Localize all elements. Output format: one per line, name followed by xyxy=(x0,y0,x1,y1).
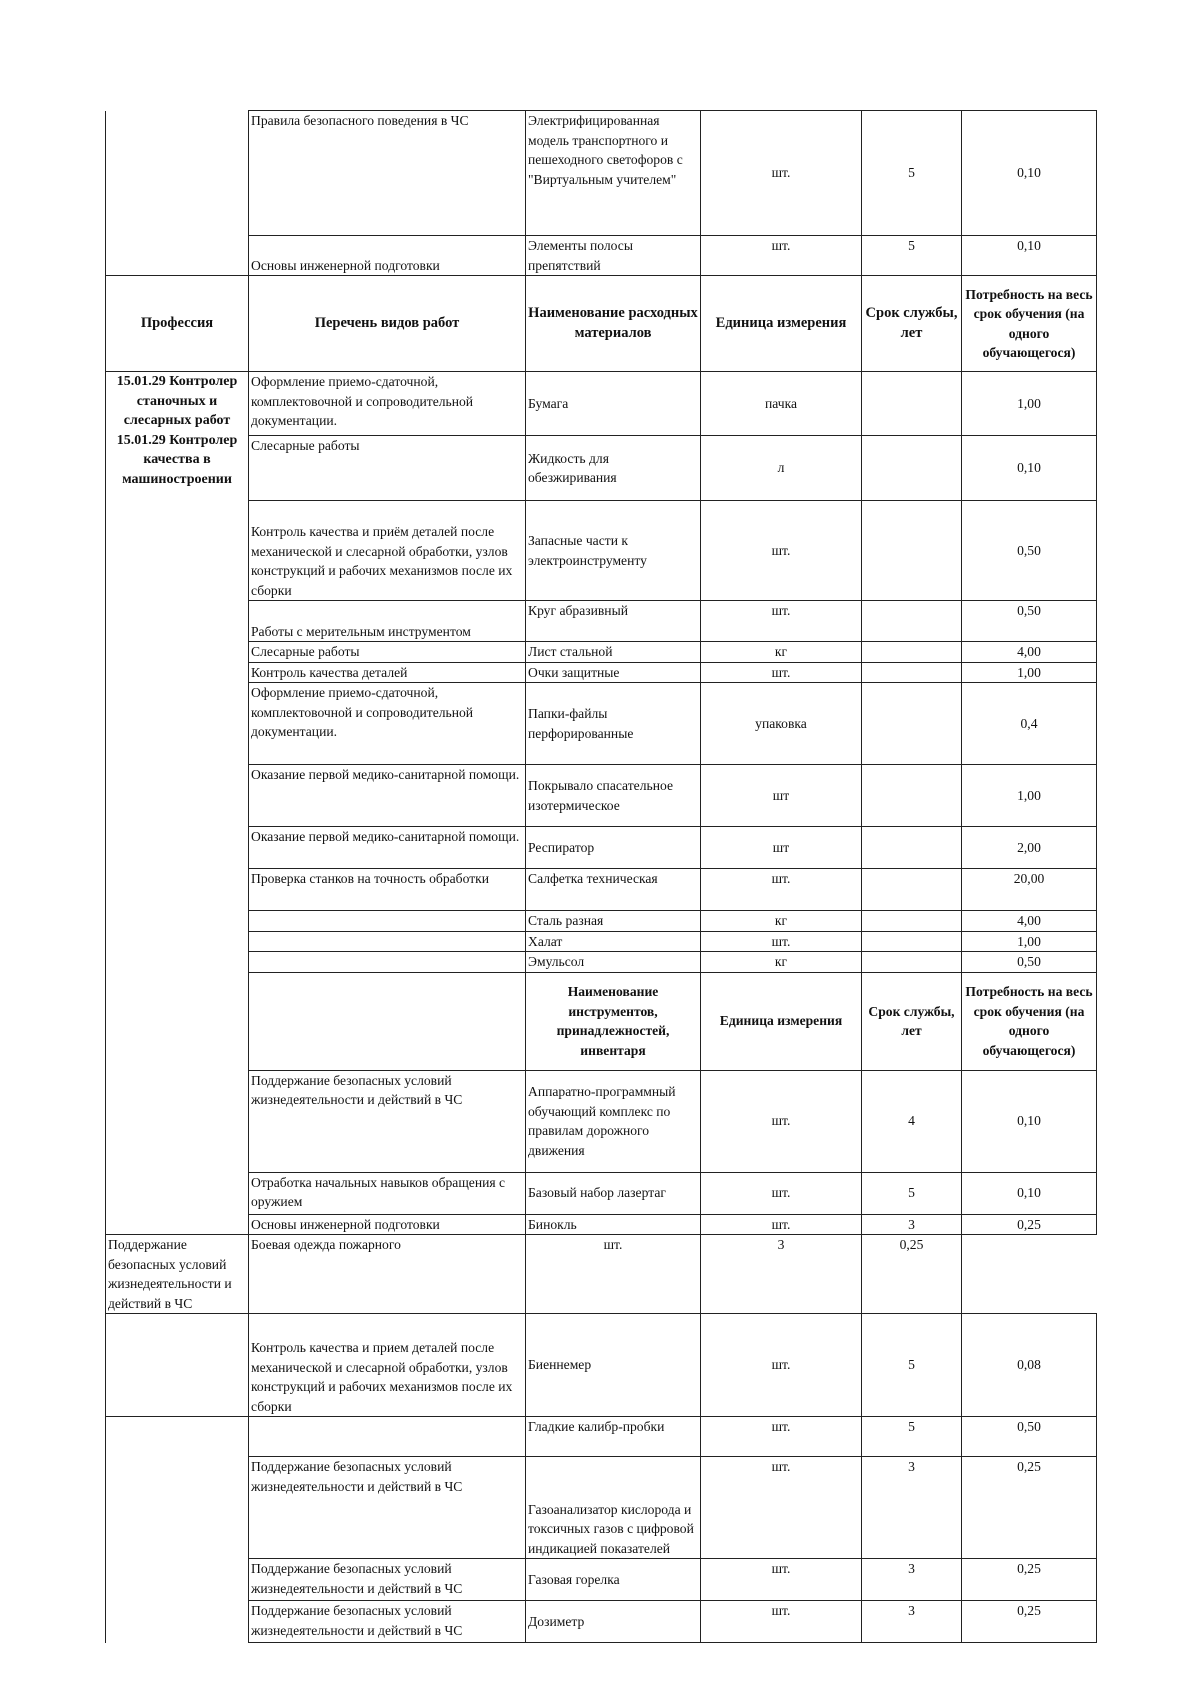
unit-cell: шт. xyxy=(701,1417,862,1457)
table-row xyxy=(106,931,1097,952)
need-cell: 0,25 xyxy=(862,1235,962,1314)
work-cell: Поддержание безопасных условий жизнедеятельности и действий в ЧС xyxy=(249,1070,526,1172)
table-row xyxy=(106,1214,1097,1235)
profession-cell-empty xyxy=(106,111,249,276)
term-cell xyxy=(862,765,962,827)
profession-cell-empty xyxy=(106,1314,249,1417)
work-cell: Оказание первой медико-санитарной помощи. xyxy=(249,765,526,827)
unit-cell: шт. xyxy=(701,1601,862,1643)
term-cell xyxy=(862,911,962,932)
name-cell: Халат xyxy=(526,931,701,952)
name-cell: Салфетка техническая xyxy=(526,869,701,911)
name-cell: Биеннемер xyxy=(526,1314,701,1417)
work-cell: Основы инженерной подготовки xyxy=(249,236,526,276)
need-cell: 0,25 xyxy=(962,1457,1097,1559)
need-cell: 4,00 xyxy=(962,911,1097,932)
need-cell: 0,10 xyxy=(962,436,1097,501)
header-works: Перечень видов работ xyxy=(249,276,526,372)
work-cell: Контроль качества и прием деталей после механической и слесарной обработки, узлов конструкций и рабочих механизмов после их сборки xyxy=(249,1314,526,1417)
name-cell: Покрывало спасательное изотермическое xyxy=(526,765,701,827)
table-row xyxy=(106,683,1097,765)
need-cell: 20,00 xyxy=(962,869,1097,911)
header-unit: Единица измерения xyxy=(701,972,862,1070)
term-cell: 3 xyxy=(862,1559,962,1601)
need-cell: 2,00 xyxy=(962,827,1097,869)
table-row xyxy=(106,601,1097,642)
need-cell: 0,10 xyxy=(962,111,1097,236)
name-cell: Эмульсол xyxy=(526,952,701,973)
need-cell: 4,00 xyxy=(962,642,1097,663)
need-cell: 0,08 xyxy=(962,1314,1097,1417)
equipment-table xyxy=(105,110,1097,1643)
header-need: Потребность на весь срок обучения (на одного обучающегося) xyxy=(962,972,1097,1070)
term-cell xyxy=(862,683,962,765)
need-cell: 0,10 xyxy=(962,1070,1097,1172)
term-cell xyxy=(862,372,962,436)
unit-cell: шт. xyxy=(701,1172,862,1214)
term-cell: 5 xyxy=(862,236,962,276)
table-row xyxy=(106,869,1097,911)
work-cell xyxy=(249,911,526,932)
unit-cell: л xyxy=(701,436,862,501)
term-cell: 3 xyxy=(862,1214,962,1235)
need-cell: 1,00 xyxy=(962,372,1097,436)
table-row xyxy=(106,1172,1097,1214)
unit-cell: шт. xyxy=(701,1457,862,1559)
unit-cell: шт. xyxy=(701,501,862,601)
unit-cell: шт. xyxy=(701,601,862,642)
term-cell xyxy=(862,436,962,501)
table-row xyxy=(106,765,1097,827)
table-row xyxy=(106,501,1097,601)
table-row xyxy=(106,1235,1097,1314)
work-cell xyxy=(249,952,526,973)
header-works-empty xyxy=(249,972,526,1070)
name-cell: Боевая одежда пожарного xyxy=(249,1235,526,1314)
name-cell: Бинокль xyxy=(526,1214,701,1235)
name-cell: Запасные части к электроинструменту xyxy=(526,501,701,601)
name-cell: Дозиметр xyxy=(526,1601,701,1643)
name-cell: Жидкость для обезжиривания xyxy=(526,436,701,501)
name-cell: Очки защитные xyxy=(526,662,701,683)
unit-cell: шт. xyxy=(526,1235,701,1314)
work-cell: Отработка начальных навыков обращения с оружием xyxy=(249,1172,526,1214)
table-row xyxy=(106,236,1097,276)
need-cell: 0,25 xyxy=(962,1214,1097,1235)
term-cell xyxy=(862,501,962,601)
name-cell: Круг абразивный xyxy=(526,601,701,642)
term-cell: 5 xyxy=(862,1417,962,1457)
need-cell: 1,00 xyxy=(962,662,1097,683)
need-cell: 0,25 xyxy=(962,1601,1097,1643)
profession-cell-empty xyxy=(106,1417,249,1643)
work-cell: Оформление приемо-сдаточной, комплектовочной и сопроводительной документации. xyxy=(249,372,526,436)
work-cell: Поддержание безопасных условий жизнедеятельности и действий в ЧС xyxy=(249,1601,526,1643)
name-cell: Бумага xyxy=(526,372,701,436)
unit-cell: шт. xyxy=(701,1214,862,1235)
unit-cell: шт. xyxy=(701,1559,862,1601)
term-cell xyxy=(862,827,962,869)
term-cell xyxy=(862,931,962,952)
need-cell: 1,00 xyxy=(962,765,1097,827)
name-cell: Газовая горелка xyxy=(526,1559,701,1601)
name-cell: Респиратор xyxy=(526,827,701,869)
unit-cell: шт. xyxy=(701,111,862,236)
header-profession: Профессия xyxy=(106,276,249,372)
work-cell xyxy=(249,1417,526,1457)
name-cell: Аппаратно-программный обучающий комплекс по правилам дорожного движения xyxy=(526,1070,701,1172)
name-cell: Папки-файлы перфорированные xyxy=(526,683,701,765)
name-cell: Элементы полосы препятствий xyxy=(526,236,701,276)
work-cell: Основы инженерной подготовки xyxy=(249,1214,526,1235)
unit-cell: кг xyxy=(701,952,862,973)
table-row xyxy=(106,1314,1097,1417)
need-cell: 0,10 xyxy=(962,1172,1097,1214)
header-name: Наименование расходных материалов xyxy=(526,276,701,372)
header-tools-name: Наименование инструментов, принадлежностей, инвентаря xyxy=(526,972,701,1070)
term-cell xyxy=(862,952,962,973)
unit-cell: шт. xyxy=(701,662,862,683)
unit-cell: пачка xyxy=(701,372,862,436)
table-row xyxy=(106,436,1097,501)
table-row xyxy=(106,1601,1097,1643)
term-cell: 3 xyxy=(701,1235,862,1314)
term-cell xyxy=(862,662,962,683)
work-cell: Поддержание безопасных условий жизнедеятельности и действий в ЧС xyxy=(106,1235,249,1314)
header-unit: Единица измерения xyxy=(701,276,862,372)
unit-cell: шт. xyxy=(701,869,862,911)
unit-cell: кг xyxy=(701,911,862,932)
term-cell: 5 xyxy=(862,1314,962,1417)
unit-cell: шт. xyxy=(701,931,862,952)
table-row xyxy=(106,1417,1097,1457)
term-cell: 5 xyxy=(862,111,962,236)
unit-cell: упаковка xyxy=(701,683,862,765)
header-row xyxy=(106,276,1097,372)
name-cell: Газоанализатор кислорода и токсичных газов с цифровой индикацией показателей xyxy=(526,1457,701,1559)
profession-cell: 15.01.29 Контролер станочных и слесарных работ 15.01.29 Контролер качества в машиностроении xyxy=(106,372,249,1235)
need-cell: 0,10 xyxy=(962,236,1097,276)
table-row xyxy=(106,827,1097,869)
work-cell: Контроль качества и приём деталей после механической и слесарной обработки, узлов конструкций и рабочих механизмов после их сборки xyxy=(249,501,526,601)
unit-cell: шт. xyxy=(701,1314,862,1417)
name-cell: Лист стальной xyxy=(526,642,701,663)
name-cell: Гладкие калибр-пробки xyxy=(526,1417,701,1457)
unit-cell: шт. xyxy=(701,1070,862,1172)
work-cell: Проверка станков на точность обработки xyxy=(249,869,526,911)
term-cell xyxy=(862,642,962,663)
work-cell: Слесарные работы xyxy=(249,642,526,663)
work-cell: Оформление приемо-сдаточной, комплектовочной и сопроводительной документации. xyxy=(249,683,526,765)
term-cell xyxy=(862,869,962,911)
work-cell: Поддержание безопасных условий жизнедеятельности и действий в ЧС xyxy=(249,1559,526,1601)
need-cell: 0,50 xyxy=(962,501,1097,601)
work-cell: Работы с мерительным инструментом xyxy=(249,601,526,642)
work-cell: Контроль качества деталей xyxy=(249,662,526,683)
term-cell: 4 xyxy=(862,1070,962,1172)
table-row xyxy=(106,911,1097,932)
need-cell: 1,00 xyxy=(962,931,1097,952)
name-cell: Электрифицированная модель транспортного и пешеходного светофоров с "Виртуальным учителем" xyxy=(526,111,701,236)
table-row xyxy=(106,642,1097,663)
term-cell: 3 xyxy=(862,1457,962,1559)
document-page xyxy=(105,110,1097,1643)
table-row xyxy=(106,1457,1097,1559)
header-term: Срок службы, лет xyxy=(862,276,962,372)
header-row xyxy=(106,972,1097,1070)
table-row xyxy=(106,1070,1097,1172)
unit-cell: шт xyxy=(701,765,862,827)
header-term: Срок службы, лет xyxy=(862,972,962,1070)
need-cell: 0,50 xyxy=(962,1417,1097,1457)
header-need: Потребность на весь срок обучения (на одного обучающегося) xyxy=(962,276,1097,372)
table-row xyxy=(106,662,1097,683)
need-cell: 0,50 xyxy=(962,601,1097,642)
work-cell: Слесарные работы xyxy=(249,436,526,501)
table-row xyxy=(106,372,1097,436)
work-cell: Оказание первой медико-санитарной помощи. xyxy=(249,827,526,869)
work-cell xyxy=(249,931,526,952)
unit-cell: шт. xyxy=(701,236,862,276)
term-cell: 3 xyxy=(862,1601,962,1643)
term-cell xyxy=(862,601,962,642)
need-cell: 0,4 xyxy=(962,683,1097,765)
need-cell: 0,25 xyxy=(962,1559,1097,1601)
table-row xyxy=(106,1559,1097,1601)
unit-cell: кг xyxy=(701,642,862,663)
work-cell: Поддержание безопасных условий жизнедеятельности и действий в ЧС xyxy=(249,1457,526,1559)
work-cell: Правила безопасного поведения в ЧС xyxy=(249,111,526,236)
unit-cell: шт xyxy=(701,827,862,869)
name-cell: Сталь разная xyxy=(526,911,701,932)
need-cell: 0,50 xyxy=(962,952,1097,973)
name-cell: Базовый набор лазертаг xyxy=(526,1172,701,1214)
table-row xyxy=(106,952,1097,973)
term-cell: 5 xyxy=(862,1172,962,1214)
table-row xyxy=(106,111,1097,236)
